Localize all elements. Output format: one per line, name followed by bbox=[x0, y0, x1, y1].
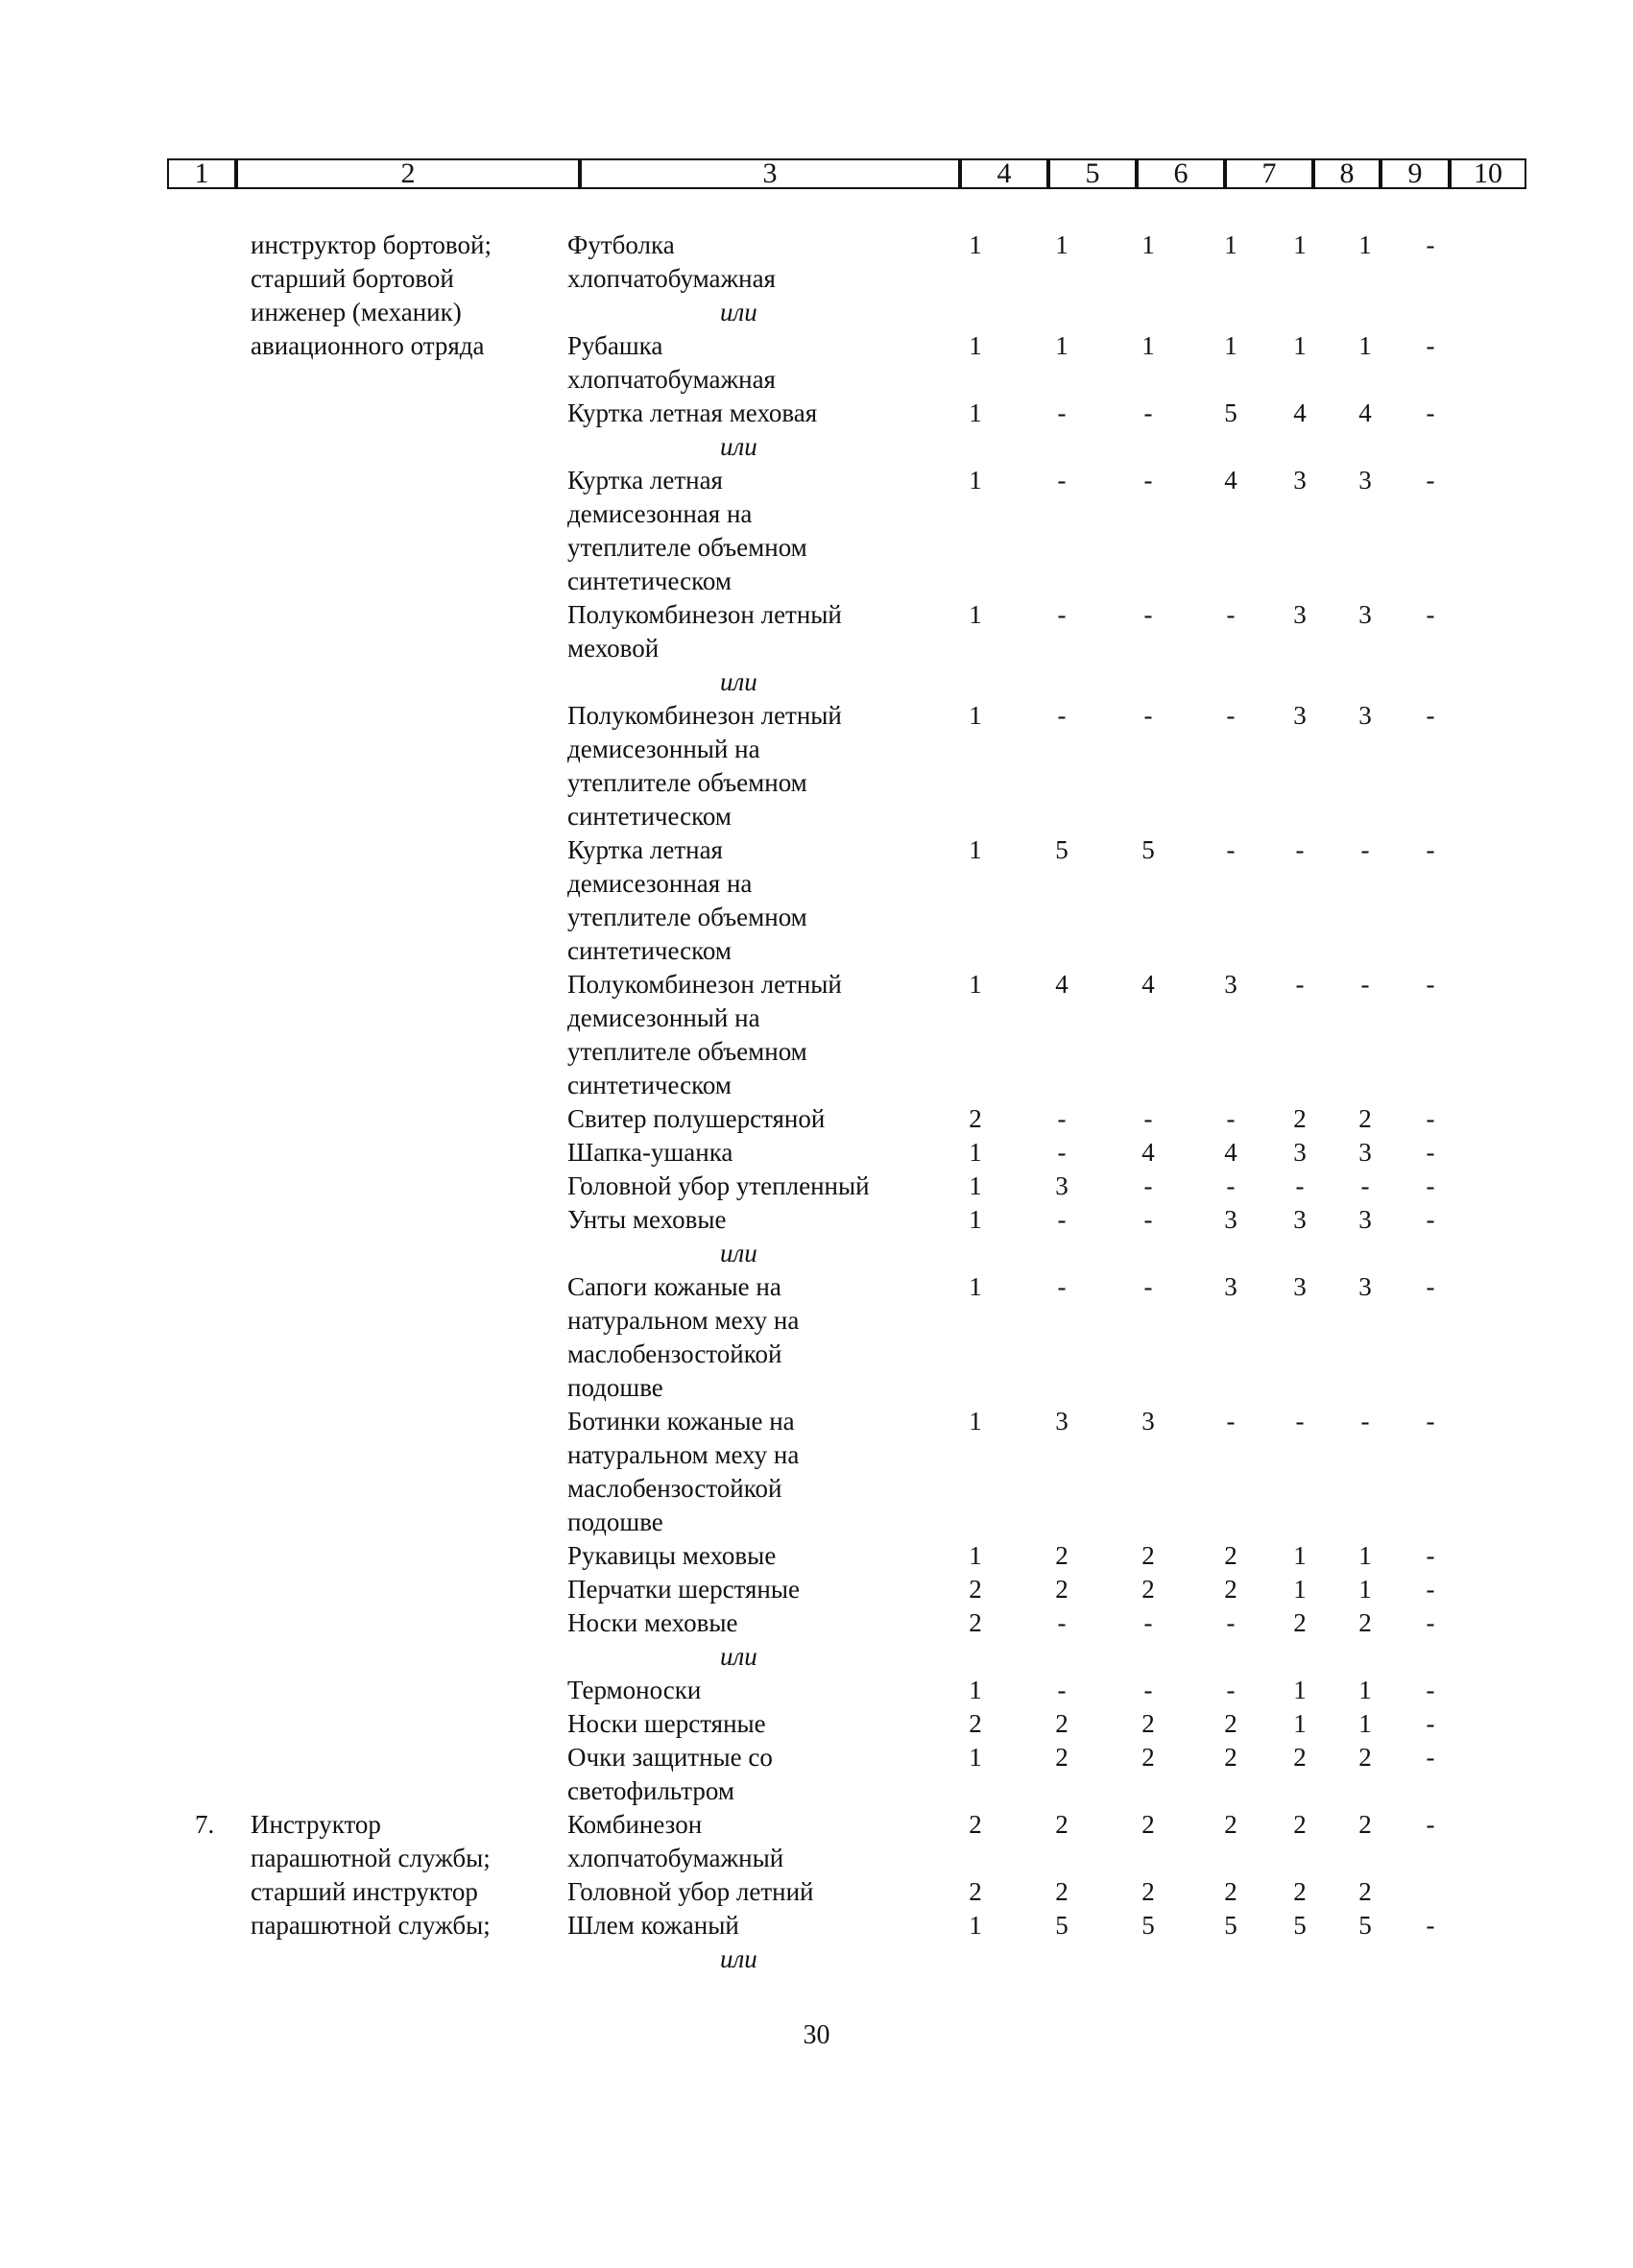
item-text: Носки меховые bbox=[567, 1608, 738, 1637]
item-text: Куртка летная bbox=[567, 466, 723, 495]
value-col-9: 3 bbox=[1358, 466, 1372, 495]
item-text: натуральном меху на bbox=[567, 1440, 800, 1469]
value-col-6: 5 bbox=[1141, 1911, 1155, 1940]
value-col-10: - bbox=[1426, 1407, 1435, 1436]
table-row bbox=[0, 1405, 1633, 1438]
value-col-4: 2 bbox=[969, 1877, 982, 1906]
value-col-5: - bbox=[1057, 1104, 1067, 1133]
value-col-4: 1 bbox=[969, 970, 982, 999]
value-col-8: 2 bbox=[1293, 1810, 1307, 1839]
row-number: 7. bbox=[195, 1810, 215, 1839]
table-row bbox=[0, 665, 1633, 699]
value-col-4: 1 bbox=[969, 230, 982, 259]
item-text: Носки шерстяные bbox=[567, 1709, 766, 1738]
value-col-10: - bbox=[1426, 1205, 1435, 1234]
table-row bbox=[0, 1102, 1633, 1136]
value-col-8: 1 bbox=[1293, 331, 1307, 360]
value-col-8: - bbox=[1295, 1171, 1305, 1200]
value-col-9: 1 bbox=[1358, 1575, 1372, 1604]
table-row bbox=[0, 1338, 1633, 1371]
item-text: Шапка-ушанка bbox=[567, 1138, 733, 1167]
table-row bbox=[0, 1237, 1633, 1270]
value-col-10: - bbox=[1426, 331, 1435, 360]
value-col-10: - bbox=[1426, 1676, 1435, 1704]
value-col-9: 5 bbox=[1358, 1911, 1372, 1940]
value-col-7: 2 bbox=[1224, 1743, 1237, 1772]
table-row bbox=[0, 1069, 1633, 1102]
item-text: синтетическом bbox=[567, 802, 732, 831]
value-col-7: - bbox=[1226, 1676, 1236, 1704]
value-col-6: 2 bbox=[1141, 1575, 1155, 1604]
value-col-6: - bbox=[1143, 398, 1153, 427]
item-text: синтетическом bbox=[567, 936, 732, 965]
item-text: Термоноски bbox=[567, 1676, 702, 1704]
item-text: Свитер полушерстяной bbox=[567, 1104, 826, 1133]
value-col-10: - bbox=[1426, 1743, 1435, 1772]
value-col-5: - bbox=[1057, 1272, 1067, 1301]
value-col-7: - bbox=[1226, 600, 1236, 629]
value-col-8: 3 bbox=[1293, 1272, 1307, 1301]
value-col-6: 4 bbox=[1141, 970, 1155, 999]
value-col-5: 2 bbox=[1055, 1877, 1069, 1906]
item-text: Сапоги кожаные на bbox=[567, 1272, 781, 1301]
value-col-5: - bbox=[1057, 398, 1067, 427]
header-cell-9: 9 bbox=[1381, 158, 1450, 189]
value-col-4: 1 bbox=[969, 835, 982, 864]
value-col-5: - bbox=[1057, 1205, 1067, 1234]
table-row bbox=[0, 1842, 1633, 1875]
header-cell-4: 4 bbox=[960, 158, 1048, 189]
table-row bbox=[0, 598, 1633, 632]
value-col-4: 1 bbox=[969, 1676, 982, 1704]
item-text: демисезонный на bbox=[567, 1003, 760, 1032]
item-text: хлопчатобумажный bbox=[567, 1844, 784, 1872]
value-col-8: 2 bbox=[1293, 1104, 1307, 1133]
item-text: Рукавицы меховые bbox=[567, 1541, 777, 1570]
header-cell-7: 7 bbox=[1225, 158, 1313, 189]
table-row bbox=[0, 1909, 1633, 1942]
value-col-10: - bbox=[1426, 600, 1435, 629]
position-text: Инструктор bbox=[251, 1810, 381, 1839]
value-col-6: 2 bbox=[1141, 1743, 1155, 1772]
value-col-5: 3 bbox=[1055, 1171, 1069, 1200]
value-col-6: - bbox=[1143, 1272, 1153, 1301]
value-col-10: - bbox=[1426, 1810, 1435, 1839]
value-col-7: 2 bbox=[1224, 1810, 1237, 1839]
table-row bbox=[0, 1304, 1633, 1338]
value-col-10: - bbox=[1426, 1171, 1435, 1200]
value-col-4: 2 bbox=[969, 1575, 982, 1604]
item-text: утеплителе объемном bbox=[567, 903, 807, 931]
value-col-5: - bbox=[1057, 701, 1067, 730]
value-col-9: 2 bbox=[1358, 1104, 1372, 1133]
table-row bbox=[0, 1506, 1633, 1539]
value-col-9: - bbox=[1360, 835, 1370, 864]
value-col-4: 1 bbox=[969, 1541, 982, 1570]
value-col-4: 2 bbox=[969, 1608, 982, 1637]
position-text: парашютной службы; bbox=[251, 1844, 491, 1872]
value-col-7: 2 bbox=[1224, 1541, 1237, 1570]
value-col-8: 1 bbox=[1293, 230, 1307, 259]
header-cell-1: 1 bbox=[167, 158, 236, 189]
value-col-5: - bbox=[1057, 1676, 1067, 1704]
value-col-10: - bbox=[1426, 1541, 1435, 1570]
item-text: светофильтром bbox=[567, 1776, 734, 1805]
value-col-6: - bbox=[1143, 1676, 1153, 1704]
value-col-6: - bbox=[1143, 1104, 1153, 1133]
value-col-6: - bbox=[1143, 701, 1153, 730]
value-col-7: 5 bbox=[1224, 398, 1237, 427]
value-col-7: 1 bbox=[1224, 230, 1237, 259]
value-col-6: 2 bbox=[1141, 1877, 1155, 1906]
value-col-10: - bbox=[1426, 835, 1435, 864]
position-text: инженер (механик) bbox=[251, 298, 462, 326]
item-text: утеплителе объемном bbox=[567, 1037, 807, 1066]
table-row bbox=[0, 968, 1633, 1001]
table-row bbox=[0, 1472, 1633, 1506]
item-text: меховой bbox=[567, 634, 660, 663]
table-row bbox=[0, 565, 1633, 598]
value-col-6: - bbox=[1143, 1171, 1153, 1200]
table-row bbox=[0, 1539, 1633, 1573]
table-row bbox=[0, 833, 1633, 867]
value-col-5: - bbox=[1057, 1138, 1067, 1167]
value-col-5: - bbox=[1057, 466, 1067, 495]
value-col-4: 1 bbox=[969, 600, 982, 629]
value-col-5: 2 bbox=[1055, 1810, 1069, 1839]
value-col-8: 2 bbox=[1293, 1743, 1307, 1772]
value-col-5: - bbox=[1057, 600, 1067, 629]
item-text: Полукомбинезон летный bbox=[567, 970, 842, 999]
value-col-8: 3 bbox=[1293, 466, 1307, 495]
value-col-6: 1 bbox=[1141, 331, 1155, 360]
value-col-5: 2 bbox=[1055, 1709, 1069, 1738]
value-col-10: - bbox=[1426, 1138, 1435, 1167]
value-col-8: 1 bbox=[1293, 1709, 1307, 1738]
table-row bbox=[0, 1774, 1633, 1808]
table-row bbox=[0, 229, 1633, 262]
table-row bbox=[0, 1203, 1633, 1237]
item-text: Унты меховые bbox=[567, 1205, 727, 1234]
item-text: подошве bbox=[567, 1508, 663, 1536]
value-col-6: - bbox=[1143, 600, 1153, 629]
position-text: старший инструктор bbox=[251, 1877, 478, 1906]
value-col-9: 1 bbox=[1358, 1541, 1372, 1570]
table-row bbox=[0, 1674, 1633, 1707]
value-col-9: 4 bbox=[1358, 398, 1372, 427]
value-col-10: - bbox=[1426, 1608, 1435, 1637]
value-col-7: 3 bbox=[1224, 1272, 1237, 1301]
value-col-4: 2 bbox=[969, 1709, 982, 1738]
position-text: парашютной службы; bbox=[251, 1911, 491, 1940]
value-col-6: 1 bbox=[1141, 230, 1155, 259]
value-col-7: - bbox=[1226, 835, 1236, 864]
value-col-8: 1 bbox=[1293, 1676, 1307, 1704]
value-col-7: 3 bbox=[1224, 1205, 1237, 1234]
value-col-4: 1 bbox=[969, 466, 982, 495]
table-row bbox=[0, 1438, 1633, 1472]
value-col-9: 1 bbox=[1358, 331, 1372, 360]
table-row bbox=[0, 1942, 1633, 1976]
value-col-8: 1 bbox=[1293, 1541, 1307, 1570]
table-row bbox=[0, 1741, 1633, 1774]
table-row bbox=[0, 901, 1633, 934]
value-col-5: 4 bbox=[1055, 970, 1069, 999]
value-col-5: 2 bbox=[1055, 1541, 1069, 1570]
value-col-10: - bbox=[1426, 1104, 1435, 1133]
value-col-5: 2 bbox=[1055, 1575, 1069, 1604]
value-col-4: 1 bbox=[969, 1138, 982, 1167]
value-col-6: - bbox=[1143, 1205, 1153, 1234]
value-col-5: 5 bbox=[1055, 1911, 1069, 1940]
header-cell-6: 6 bbox=[1137, 158, 1225, 189]
item-text: Головной убор утепленный bbox=[567, 1171, 870, 1200]
item-text: хлопчатобумажная bbox=[567, 365, 776, 394]
value-col-4: 1 bbox=[969, 701, 982, 730]
item-text: Полукомбинезон летный bbox=[567, 701, 842, 730]
value-col-4: 1 bbox=[969, 1272, 982, 1301]
table-row bbox=[0, 363, 1633, 397]
item-text: маслобензостойкой bbox=[567, 1474, 782, 1503]
value-col-10: - bbox=[1426, 970, 1435, 999]
item-text: маслобензостойкой bbox=[567, 1339, 782, 1368]
item-text: Рубашка bbox=[567, 331, 663, 360]
value-col-7: - bbox=[1226, 1608, 1236, 1637]
page-number: 30 bbox=[803, 2020, 830, 2050]
value-col-4: 1 bbox=[969, 1911, 982, 1940]
table-row bbox=[0, 1875, 1633, 1909]
alternative-marker: или bbox=[720, 432, 757, 461]
value-col-8: - bbox=[1295, 835, 1305, 864]
value-col-5: 2 bbox=[1055, 1743, 1069, 1772]
header-cell-3: 3 bbox=[580, 158, 960, 189]
value-col-8: 3 bbox=[1293, 600, 1307, 629]
item-text: Куртка летная меховая bbox=[567, 398, 818, 427]
value-col-8: 1 bbox=[1293, 1575, 1307, 1604]
item-text: Головной убор летний bbox=[567, 1877, 814, 1906]
item-text: Очки защитные со bbox=[567, 1743, 773, 1772]
position-text: авиационного отряда bbox=[251, 331, 485, 360]
value-col-5: - bbox=[1057, 1608, 1067, 1637]
table-row bbox=[0, 1136, 1633, 1170]
value-col-10: - bbox=[1426, 398, 1435, 427]
value-col-9: 1 bbox=[1358, 230, 1372, 259]
value-col-9: 2 bbox=[1358, 1608, 1372, 1637]
table-row bbox=[0, 464, 1633, 497]
alternative-marker: или bbox=[720, 1642, 757, 1671]
value-col-5: 5 bbox=[1055, 835, 1069, 864]
table-row bbox=[0, 766, 1633, 800]
value-col-10: - bbox=[1426, 1911, 1435, 1940]
value-col-7: 3 bbox=[1224, 970, 1237, 999]
value-col-5: 1 bbox=[1055, 331, 1069, 360]
table-row bbox=[0, 397, 1633, 430]
value-col-7: 2 bbox=[1224, 1709, 1237, 1738]
value-col-6: 4 bbox=[1141, 1138, 1155, 1167]
value-col-7: - bbox=[1226, 701, 1236, 730]
table-row bbox=[0, 262, 1633, 296]
value-col-7: 4 bbox=[1224, 1138, 1237, 1167]
value-col-9: 3 bbox=[1358, 701, 1372, 730]
alternative-marker: или bbox=[720, 1239, 757, 1267]
value-col-9: 2 bbox=[1358, 1877, 1372, 1906]
value-col-9: 3 bbox=[1358, 1205, 1372, 1234]
value-col-8: 2 bbox=[1293, 1608, 1307, 1637]
table-row bbox=[0, 1640, 1633, 1674]
value-col-5: 1 bbox=[1055, 230, 1069, 259]
table-row bbox=[0, 867, 1633, 901]
table-row bbox=[0, 934, 1633, 968]
value-col-9: - bbox=[1360, 1171, 1370, 1200]
item-text: подошве bbox=[567, 1373, 663, 1402]
value-col-9: 3 bbox=[1358, 1138, 1372, 1167]
table-row bbox=[0, 1707, 1633, 1741]
value-col-8: 5 bbox=[1293, 1911, 1307, 1940]
table-row bbox=[0, 1808, 1633, 1842]
value-col-4: 1 bbox=[969, 1205, 982, 1234]
value-col-10: - bbox=[1426, 230, 1435, 259]
value-col-4: 1 bbox=[969, 1407, 982, 1436]
item-text: демисезонная на bbox=[567, 869, 753, 898]
item-text: Шлем кожаный bbox=[567, 1911, 739, 1940]
value-col-7: 5 bbox=[1224, 1911, 1237, 1940]
position-text: инструктор бортовой; bbox=[251, 230, 492, 259]
table-row bbox=[0, 1001, 1633, 1035]
table-row bbox=[0, 1573, 1633, 1606]
value-col-10: - bbox=[1426, 1709, 1435, 1738]
header-cell-8: 8 bbox=[1313, 158, 1381, 189]
value-col-4: 1 bbox=[969, 1171, 982, 1200]
value-col-9: 1 bbox=[1358, 1676, 1372, 1704]
table-row bbox=[0, 1170, 1633, 1203]
value-col-8: 2 bbox=[1293, 1877, 1307, 1906]
item-text: синтетическом bbox=[567, 567, 732, 595]
value-col-6: 2 bbox=[1141, 1810, 1155, 1839]
value-col-4: 1 bbox=[969, 398, 982, 427]
value-col-7: - bbox=[1226, 1104, 1236, 1133]
value-col-4: 1 bbox=[969, 1743, 982, 1772]
value-col-10: - bbox=[1426, 1575, 1435, 1604]
item-text: хлопчатобумажная bbox=[567, 264, 776, 293]
value-col-9: 2 bbox=[1358, 1743, 1372, 1772]
table-row bbox=[0, 1035, 1633, 1069]
value-col-7: 2 bbox=[1224, 1877, 1237, 1906]
table-row bbox=[0, 800, 1633, 833]
alternative-marker: или bbox=[720, 298, 757, 326]
value-col-8: 3 bbox=[1293, 1138, 1307, 1167]
item-text: демисезонный на bbox=[567, 735, 760, 763]
item-text: Футболка bbox=[567, 230, 675, 259]
alternative-marker: или bbox=[720, 1944, 757, 1973]
item-text: Перчатки шерстяные bbox=[567, 1575, 800, 1604]
value-col-6: 2 bbox=[1141, 1541, 1155, 1570]
value-col-9: 3 bbox=[1358, 1272, 1372, 1301]
item-text: Полукомбинезон летный bbox=[567, 600, 842, 629]
value-col-7: - bbox=[1226, 1407, 1236, 1436]
value-col-9: 1 bbox=[1358, 1709, 1372, 1738]
table-row bbox=[0, 531, 1633, 565]
value-col-7: 1 bbox=[1224, 331, 1237, 360]
item-text: синтетическом bbox=[567, 1071, 732, 1099]
table-row bbox=[0, 1270, 1633, 1304]
value-col-6: 5 bbox=[1141, 835, 1155, 864]
table-row bbox=[0, 1371, 1633, 1405]
value-col-9: - bbox=[1360, 970, 1370, 999]
value-col-8: - bbox=[1295, 1407, 1305, 1436]
alternative-marker: или bbox=[720, 667, 757, 696]
value-col-4: 2 bbox=[969, 1810, 982, 1839]
value-col-9: 2 bbox=[1358, 1810, 1372, 1839]
table-row bbox=[0, 733, 1633, 766]
position-text: старший бортовой bbox=[251, 264, 454, 293]
header-cell-5: 5 bbox=[1048, 158, 1137, 189]
value-col-6: 3 bbox=[1141, 1407, 1155, 1436]
value-col-9: - bbox=[1360, 1407, 1370, 1436]
value-col-8: 3 bbox=[1293, 701, 1307, 730]
table-row bbox=[0, 329, 1633, 363]
value-col-6: 2 bbox=[1141, 1709, 1155, 1738]
item-text: Куртка летная bbox=[567, 835, 723, 864]
value-col-7: 2 bbox=[1224, 1575, 1237, 1604]
table-row bbox=[0, 1606, 1633, 1640]
value-col-8: 4 bbox=[1293, 398, 1307, 427]
value-col-10: - bbox=[1426, 466, 1435, 495]
table-row bbox=[0, 699, 1633, 733]
header-cell-2: 2 bbox=[236, 158, 580, 189]
item-text: демисезонная на bbox=[567, 499, 753, 528]
item-text: утеплителе объемном bbox=[567, 533, 807, 562]
value-col-6: - bbox=[1143, 466, 1153, 495]
item-text: утеплителе объемном bbox=[567, 768, 807, 797]
value-col-4: 1 bbox=[969, 331, 982, 360]
value-col-8: - bbox=[1295, 970, 1305, 999]
value-col-8: 3 bbox=[1293, 1205, 1307, 1234]
value-col-4: 2 bbox=[969, 1104, 982, 1133]
table-header bbox=[167, 157, 1502, 191]
value-col-7: 4 bbox=[1224, 466, 1237, 495]
value-col-10: - bbox=[1426, 701, 1435, 730]
table-row bbox=[0, 430, 1633, 464]
table-row bbox=[0, 296, 1633, 329]
item-text: Ботинки кожаные на bbox=[567, 1407, 795, 1436]
item-text: натуральном меху на bbox=[567, 1306, 800, 1335]
table-row bbox=[0, 497, 1633, 531]
table-row bbox=[0, 632, 1633, 665]
header-cell-10: 10 bbox=[1450, 158, 1526, 189]
value-col-7: - bbox=[1226, 1171, 1236, 1200]
value-col-5: 3 bbox=[1055, 1407, 1069, 1436]
value-col-9: 3 bbox=[1358, 600, 1372, 629]
value-col-10: - bbox=[1426, 1272, 1435, 1301]
value-col-6: - bbox=[1143, 1608, 1153, 1637]
item-text: Комбинезон bbox=[567, 1810, 703, 1839]
